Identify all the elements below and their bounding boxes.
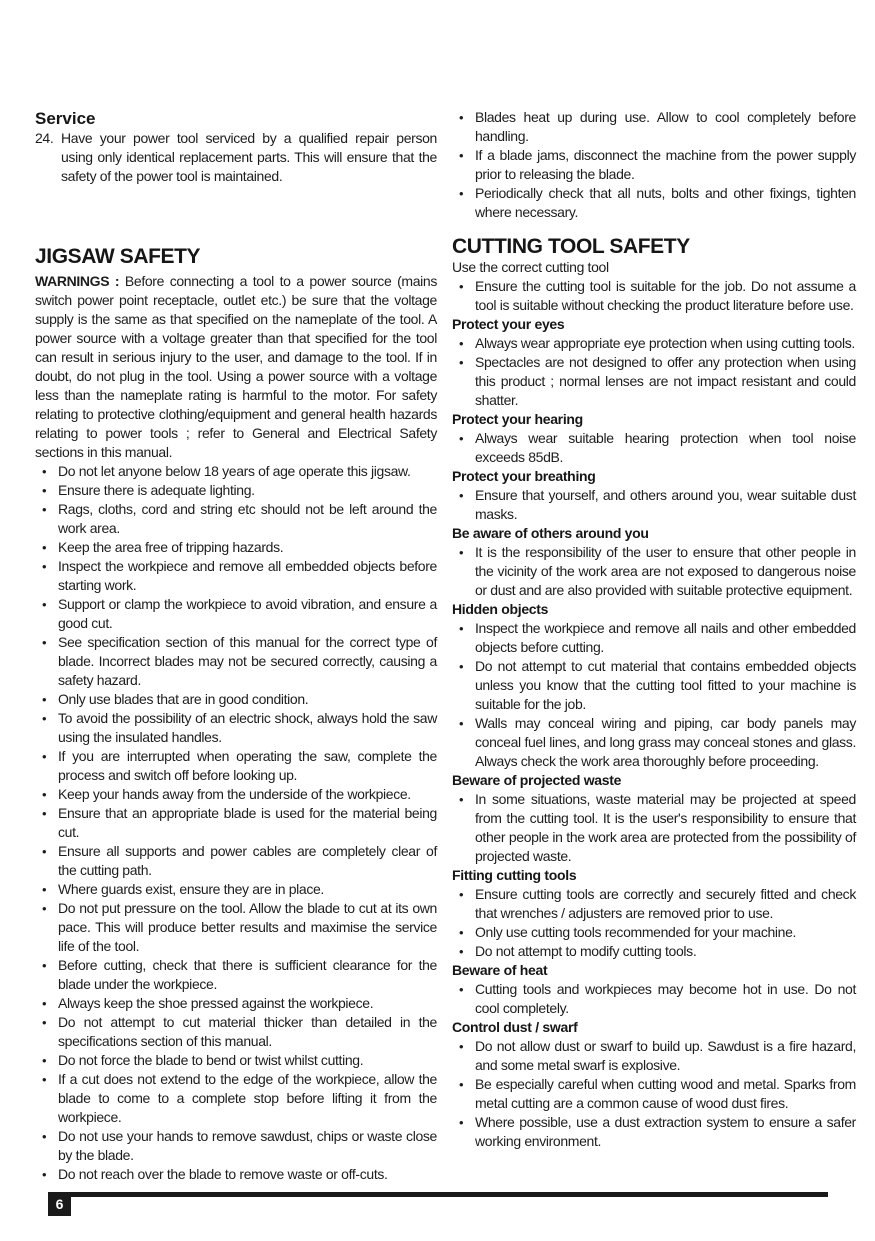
list-item xyxy=(35,462,437,481)
bullet-text: Rags, cloths, cord and string etc should not be left around the work area. xyxy=(58,501,437,536)
list-item xyxy=(452,108,856,146)
bullet-icon: • xyxy=(459,944,464,959)
bullet-icon: • xyxy=(459,887,464,902)
bullet-icon: • xyxy=(42,1167,47,1182)
list-item xyxy=(35,500,437,538)
list-item xyxy=(35,1127,437,1165)
list-item xyxy=(452,1037,856,1075)
bullet-text: Before cutting, check that there is sufficient clearance for the blade under the workpiece. xyxy=(58,957,437,992)
bullet-text: In some situations, waste material may be projected at speed from the cutting tool. It is the user's responsibility to ensure that other people in the work area are protected from the possibility of projected waste. xyxy=(475,791,856,864)
safety-subsection xyxy=(452,315,856,410)
footer-rule xyxy=(71,1192,828,1197)
bullet-text: Ensure that yourself, and others around you, wear suitable dust masks. xyxy=(475,487,856,522)
bullet-icon: • xyxy=(42,1053,47,1068)
bullet-icon: • xyxy=(42,901,47,916)
bullet-text: If a blade jams, disconnect the machine from the power supply prior to releasing the blade. xyxy=(475,147,856,182)
warnings-text: Before connecting a tool to a power source (mains switch power point receptacle, outlet etc.) be sure that the voltage supply is the same as that specified on the nameplate of the tool. A power source with a voltage greater than that specified for the tool can result in serious injury to the user, and damage to the tool. If in doubt, do not plug in the tool. Using a power source with a voltage less than the nameplate rating is harmful to the motor. For safety relating to protective clothing/equipment and general health hazards relating to power tools ; refer to General and Electrical Safety sections in this manual. xyxy=(35,273,437,460)
list-item xyxy=(452,657,856,714)
list-item xyxy=(452,353,856,410)
subsection-title: Protect your eyes xyxy=(452,316,565,332)
bullet-icon: • xyxy=(459,621,464,636)
list-item xyxy=(35,785,437,804)
list-item xyxy=(35,690,437,709)
jigsaw-bullet-list xyxy=(35,462,437,1184)
bullet-list xyxy=(452,619,856,771)
bullet-text: Do not put pressure on the tool. Allow the blade to cut at its own pace. This will produce better results and maximise the service life of the tool. xyxy=(58,900,437,954)
bullet-text: Be especially careful when cutting wood and metal. Sparks from metal cutting are a common cause of wood dust fires. xyxy=(475,1076,856,1111)
bullet-text: Inspect the workpiece and remove all nails and other embedded objects before cutting. xyxy=(475,620,856,655)
bullet-text: Periodically check that all nuts, bolts and other fixings, tighten where necessary. xyxy=(475,185,856,220)
cutting-intro: Use the correct cutting tool xyxy=(452,259,609,275)
list-item xyxy=(452,942,856,961)
bullet-list xyxy=(452,486,856,524)
subsection-title: Fitting cutting tools xyxy=(452,867,577,883)
bullet-text: Only use blades that are in good condition. xyxy=(58,691,309,707)
bullet-text: Do not attempt to cut material that contains embedded objects unless you know that the cutting tool fitted to your machine is suitable for the job. xyxy=(475,658,856,712)
list-item xyxy=(35,481,437,500)
bullet-text: Do not attempt to modify cutting tools. xyxy=(475,943,697,959)
bullet-icon: • xyxy=(42,597,47,612)
bullet-list xyxy=(452,334,856,410)
bullet-text: See specification section of this manual for the correct type of blade. Incorrect blades may not be secured correctly, causing a safety hazard. xyxy=(58,634,437,688)
list-item xyxy=(452,923,856,942)
list-item xyxy=(35,595,437,633)
bullet-icon: • xyxy=(459,186,464,201)
bullet-icon: • xyxy=(42,787,47,802)
bullet-list xyxy=(452,1037,856,1151)
bullet-text: Ensure all supports and power cables are completely clear of the cutting path. xyxy=(58,843,437,878)
cutting-tool-safety-heading: CUTTING TOOL SAFETY xyxy=(452,235,690,258)
continued-bullet-list xyxy=(452,108,856,222)
safety-subsection xyxy=(452,410,856,467)
bullet-icon: • xyxy=(42,882,47,897)
bullet-text: Do not allow dust or swarf to build up. Sawdust is a fire hazard, and some metal swarf is explosive. xyxy=(475,1038,856,1073)
bullet-text: If a cut does not extend to the edge of the workpiece, allow the blade to come to a complete stop before lifting it from the workpiece. xyxy=(58,1071,437,1125)
list-item xyxy=(452,714,856,771)
subsection-title: Be aware of others around you xyxy=(452,525,649,541)
bullet-icon: • xyxy=(459,1077,464,1092)
bullet-icon: • xyxy=(42,1072,47,1087)
list-item xyxy=(452,146,856,184)
item-text: Have your power tool serviced by a qualified repair person using only identical replacement parts. This will ensure that the safety of the power tool is maintained. xyxy=(61,130,437,184)
bullet-icon: • xyxy=(42,464,47,479)
bullet-text: It is the responsibility of the user to ensure that other people in the vicinity of the work area are not exposed to dangerous noise or dust and are also provided with suitable protective equipment. xyxy=(475,544,856,598)
bullet-icon: • xyxy=(459,982,464,997)
bullet-icon: • xyxy=(459,716,464,731)
subsection-title: Beware of heat xyxy=(452,962,548,978)
bullet-icon: • xyxy=(42,635,47,650)
list-item xyxy=(35,1165,437,1184)
page-footer xyxy=(48,1192,828,1216)
list-item xyxy=(452,486,856,524)
bullet-icon: • xyxy=(459,279,464,294)
bullet-icon: • xyxy=(459,336,464,351)
bullet-text: Only use cutting tools recommended for your machine. xyxy=(475,924,797,940)
warnings-paragraph xyxy=(35,272,437,462)
bullet-icon: • xyxy=(459,431,464,446)
safety-subsection xyxy=(452,1018,856,1151)
bullet-text: Ensure the cutting tool is suitable for the job. Do not assume a tool is suitable without checking the product literature before use. xyxy=(475,278,856,313)
safety-subsection xyxy=(452,771,856,866)
bullet-icon: • xyxy=(42,1129,47,1144)
list-item xyxy=(452,885,856,923)
list-item xyxy=(35,538,437,557)
bullet-text: Always wear appropriate eye protection when using cutting tools. xyxy=(475,335,855,351)
cutting-subsections xyxy=(452,315,856,1151)
bullet-text: Where guards exist, ensure they are in place. xyxy=(58,881,324,897)
bullet-icon: • xyxy=(42,806,47,821)
bullet-list xyxy=(452,790,856,866)
subsection-title: Protect your hearing xyxy=(452,411,583,427)
bullet-text: Where possible, use a dust extraction system to ensure a safer working environment. xyxy=(475,1114,856,1149)
bullet-icon: • xyxy=(42,559,47,574)
page-number: 6 xyxy=(55,1196,64,1212)
bullet-text: Cutting tools and workpieces may become hot in use. Do not cool completely. xyxy=(475,981,856,1016)
list-item xyxy=(35,899,437,956)
bullet-icon: • xyxy=(459,355,464,370)
page-number-badge xyxy=(48,1192,71,1216)
bullet-icon: • xyxy=(459,792,464,807)
list-item xyxy=(452,1075,856,1113)
list-item xyxy=(452,334,856,353)
bullet-icon: • xyxy=(42,540,47,555)
safety-subsection xyxy=(452,866,856,961)
jigsaw-safety-heading: JIGSAW SAFETY xyxy=(35,245,201,268)
list-item xyxy=(35,880,437,899)
list-item xyxy=(452,277,856,315)
bullet-text: Do not use your hands to remove sawdust, chips or waste close by the blade. xyxy=(58,1128,437,1163)
list-item xyxy=(35,956,437,994)
subsection-title: Beware of projected waste xyxy=(452,772,622,788)
list-item xyxy=(35,633,437,690)
bullet-icon: • xyxy=(42,692,47,707)
bullet-text: To avoid the possibility of an electric shock, always hold the saw using the insulated handles. xyxy=(58,710,437,745)
bullet-text: Do not let anyone below 18 years of age operate this jigsaw. xyxy=(58,463,411,479)
subsection-title: Protect your breathing xyxy=(452,468,596,484)
list-item xyxy=(35,557,437,595)
bullet-icon: • xyxy=(459,1039,464,1054)
two-column-layout xyxy=(35,108,856,1184)
list-item xyxy=(452,429,856,467)
subsection-title: Control dust / swarf xyxy=(452,1019,578,1035)
list-item xyxy=(452,790,856,866)
bullet-text: Do not force the blade to bend or twist whilst cutting. xyxy=(58,1052,364,1068)
list-item xyxy=(452,543,856,600)
item-number: 24. xyxy=(35,130,54,146)
list-item xyxy=(452,980,856,1018)
bullet-text: Do not reach over the blade to remove waste or off-cuts. xyxy=(58,1166,388,1182)
bullet-text: Always wear suitable hearing protection when tool noise exceeds 85dB. xyxy=(475,430,856,465)
bullet-text: Support or clamp the workpiece to avoid vibration, and ensure a good cut. xyxy=(58,596,437,631)
list-item xyxy=(35,842,437,880)
numbered-item xyxy=(35,129,437,186)
list-item xyxy=(452,1113,856,1151)
bullet-icon: • xyxy=(459,659,464,674)
bullet-icon: • xyxy=(42,1015,47,1030)
bullet-text: Inspect the workpiece and remove all embedded objects before starting work. xyxy=(58,558,437,593)
warnings-label: WARNINGS : xyxy=(35,273,120,289)
bullet-icon: • xyxy=(459,1115,464,1130)
list-item xyxy=(35,1051,437,1070)
bullet-list xyxy=(452,885,856,961)
bullet-list xyxy=(452,543,856,600)
left-column xyxy=(35,108,437,1184)
safety-subsection xyxy=(452,524,856,600)
safety-subsection xyxy=(452,467,856,524)
bullet-icon: • xyxy=(42,958,47,973)
list-item xyxy=(35,709,437,747)
safety-subsection xyxy=(452,600,856,771)
bullet-list xyxy=(452,980,856,1018)
bullet-icon: • xyxy=(459,148,464,163)
safety-subsection xyxy=(452,961,856,1018)
bullet-icon: • xyxy=(42,996,47,1011)
subsection-title: Hidden objects xyxy=(452,601,549,617)
bullet-icon: • xyxy=(42,483,47,498)
bullet-icon: • xyxy=(42,749,47,764)
bullet-text: Blades heat up during use. Allow to cool completely before handling. xyxy=(475,109,856,144)
bullet-icon: • xyxy=(42,711,47,726)
list-item xyxy=(35,804,437,842)
bullet-icon: • xyxy=(42,844,47,859)
bullet-icon: • xyxy=(459,545,464,560)
list-item xyxy=(452,184,856,222)
bullet-text: If you are interrupted when operating the saw, complete the process and switch off before looking up. xyxy=(58,748,437,783)
bullet-text: Keep the area free of tripping hazards. xyxy=(58,539,284,555)
bullet-icon: • xyxy=(459,925,464,940)
bullet-text: Ensure there is adequate lighting. xyxy=(58,482,255,498)
bullet-text: Ensure that an appropriate blade is used for the material being cut. xyxy=(58,805,437,840)
cutting-tool-safety-section xyxy=(452,235,856,1151)
list-item xyxy=(35,747,437,785)
cutting-intro-bullet-list xyxy=(452,277,856,315)
bullet-text: Keep your hands away from the underside of the workpiece. xyxy=(58,786,411,802)
jigsaw-safety-section xyxy=(35,245,437,1184)
bullet-list xyxy=(452,429,856,467)
list-item xyxy=(452,619,856,657)
service-section xyxy=(35,108,437,186)
bullet-text: Ensure cutting tools are correctly and securely fitted and check that wrenches / adjusters are removed prior to use. xyxy=(475,886,856,921)
list-item xyxy=(35,1070,437,1127)
list-item xyxy=(35,994,437,1013)
right-column xyxy=(452,108,856,1184)
bullet-text: Walls may conceal wiring and piping, car body panels may conceal fuel lines, and long grass may conceal stones and glass. Always check the work area thoroughly before proceeding. xyxy=(475,715,856,769)
bullet-icon: • xyxy=(459,488,464,503)
list-item xyxy=(35,1013,437,1051)
service-heading: Service xyxy=(35,109,96,128)
bullet-icon: • xyxy=(459,110,464,125)
bullet-text: Spectacles are not designed to offer any protection when using this product ; normal lenses are not impact resistant and could shatter. xyxy=(475,354,856,408)
bullet-text: Always keep the shoe pressed against the workpiece. xyxy=(58,995,374,1011)
bullet-icon: • xyxy=(42,502,47,517)
bullet-text: Do not attempt to cut material thicker than detailed in the specifications section of this manual. xyxy=(58,1014,437,1049)
